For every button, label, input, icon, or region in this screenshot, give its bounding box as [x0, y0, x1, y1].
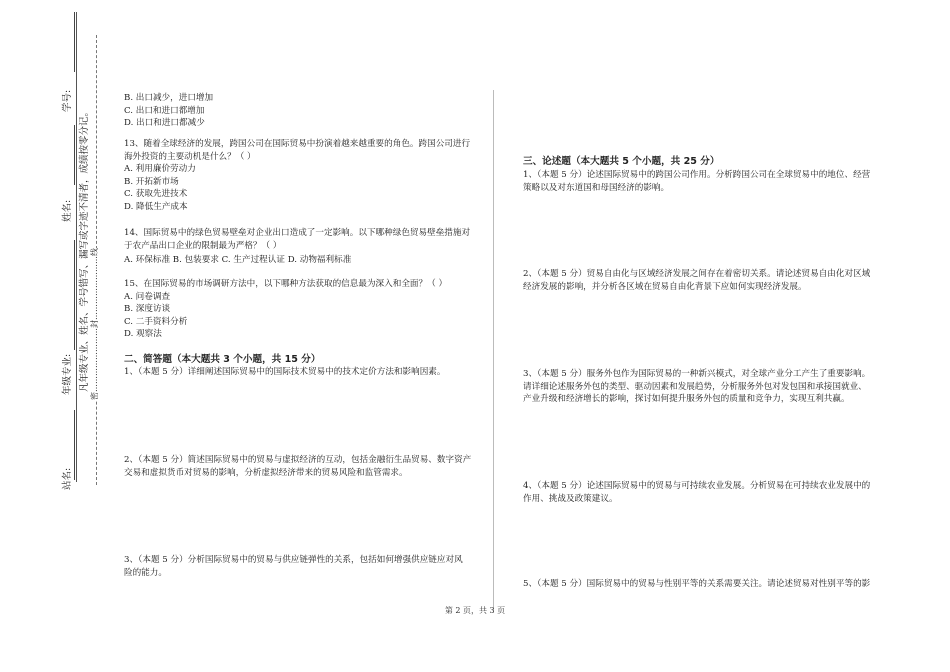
q15-stem: 15、在国际贸易的市场调研方法中，以下哪种方法获取的信息最为深入和全面？（ ） — [124, 279, 448, 289]
s3-text: 3、（本题 5 分）分析国际贸易中的贸易与供应链弹性的关系，包括如何增强供应链应对风 — [124, 555, 463, 565]
name-label: 姓名: — [62, 199, 73, 222]
s2-text-cont: 交易和虚拟货币对贸易的影响，分析虚拟经济带来的贸易风险和监管需求。 — [124, 467, 408, 478]
grade-blank — [74, 240, 75, 350]
e2-text: 2、（本题 5 分）贸易自由化与区域经济发展之间存在着密切关系。请论述贸易自由化对区域 — [523, 269, 871, 279]
seat-blank — [74, 410, 75, 480]
e5-text: 5、（本题 5 分）国际贸易中的贸易与性别平等的关系需要关注。请论述贸易对性别平等的影 — [523, 579, 871, 589]
student-no-blank — [74, 12, 75, 72]
q12-option-b: B. 出口减少，进口增加 — [124, 93, 214, 103]
binding-margin — [0, 0, 110, 672]
name-blank — [74, 125, 75, 185]
q15-option-a: A. 问卷调查 — [124, 291, 171, 302]
seal-line-text: 密……………………封……………………线 — [90, 248, 99, 400]
e3-text-cont2: 产业升级和经济增长的影响，探讨如何提升服务外包的质量和竞争力，实现互利共赢。 — [523, 394, 850, 404]
question-15 — [124, 278, 447, 341]
warning-text: 凡年级专业、姓名、学号错写、漏写或字迹不清者，成绩按零分记。 — [79, 106, 90, 392]
short-answer-3 — [124, 554, 463, 579]
q13-option-a: A. 利用廉价劳动力 — [124, 164, 196, 174]
essay-3 — [523, 368, 870, 406]
essay-2 — [523, 268, 870, 293]
q13-option-c: C. 获取先进技术 — [124, 189, 188, 199]
e3-text: 3、（本题 5 分）服务外包作为国际贸易的一种新兴模式，对全球产业分工产生了重要影响。 — [523, 369, 871, 379]
e4-text: 4、（本题 5 分）论述国际贸易中的贸易与可持续农业发展。分析贸易在可持续农业发展中的 — [523, 481, 871, 491]
question-14 — [124, 227, 470, 267]
q13-stem-cont: 海外投资的主要动机是什么？（ ） — [124, 151, 256, 162]
q14-options: A. 环保标准 B. 包装要求 C. 生产过程认证 D. 动物福利标准 — [124, 255, 352, 265]
s2-text: 2、（本题 5 分）简述国际贸易中的贸易与虚拟经济的互动，包括金融衍生品贸易、数字资产 — [124, 455, 472, 465]
q15-option-c: C. 二手资料分析 — [124, 316, 188, 327]
grade-label: 年级专业: — [62, 353, 73, 395]
short-answer-1 — [124, 366, 445, 379]
question-13 — [124, 138, 470, 213]
q12-option-c: C. 出口和进口都增加 — [124, 105, 205, 116]
q13-option-d: D. 降低生产成本 — [124, 201, 188, 212]
s1-text: 1、（本题 5 分）详细阐述国际贸易中的国际技术贸易中的技术定价方法和影响因素。 — [124, 367, 446, 377]
margin-solid-line — [76, 12, 77, 482]
essay-1 — [523, 169, 870, 194]
e1-text-cont: 策略以及对东道国和母国经济的影响。 — [523, 182, 670, 193]
seat-label: 站名: — [62, 467, 73, 490]
q15-option-d: D. 观察法 — [124, 329, 162, 339]
short-answer-2 — [124, 454, 471, 479]
q12-option-d: D. 出口和进口都减少 — [124, 118, 205, 128]
column-divider — [493, 90, 494, 610]
e3-text-cont: 请详细论述服务外包的类型、驱动因素和发展趋势，分析服务外包对发包国和承接国就业、 — [523, 381, 867, 392]
q14-stem-cont: 于农产品出口企业的限制最为严格？（ ） — [124, 240, 282, 251]
q13-stem: 13、随着全球经济的发展，跨国公司在国际贸易中扮演着越来越重要的角色。跨国公司进行 — [124, 139, 471, 149]
section-2-title: 二、简答题（本大题共 3 个小题，共 15 分） — [124, 354, 321, 365]
e2-text-cont: 经济发展的影响，并分析各区域在贸易自由化背景下应如何实现经济发展。 — [523, 281, 807, 292]
q13-option-b: B. 开拓新市场 — [124, 176, 179, 187]
s3-text-cont: 险的能力。 — [124, 567, 167, 578]
page-footer: 第 2 页，共 3 页 — [444, 606, 506, 615]
essay-4 — [523, 480, 870, 505]
essay-5 — [523, 578, 870, 591]
student-no-label: 学号: — [62, 89, 73, 112]
q15-option-b: B. 深度访谈 — [124, 304, 171, 314]
q14-stem: 14、国际贸易中的绿色贸易壁垒对企业出口造成了一定影响。以下哪种绿色贸易壁垒措施对 — [124, 228, 471, 238]
e4-text-cont: 作用、挑战及政策建议。 — [523, 493, 618, 504]
e1-text: 1、（本题 5 分）论述国际贸易中的跨国公司作用。分析跨国公司在全球贸易中的地位、经营 — [523, 170, 871, 180]
section-3-title: 三、论述题（本大题共 5 个小题，共 25 分） — [523, 156, 720, 167]
